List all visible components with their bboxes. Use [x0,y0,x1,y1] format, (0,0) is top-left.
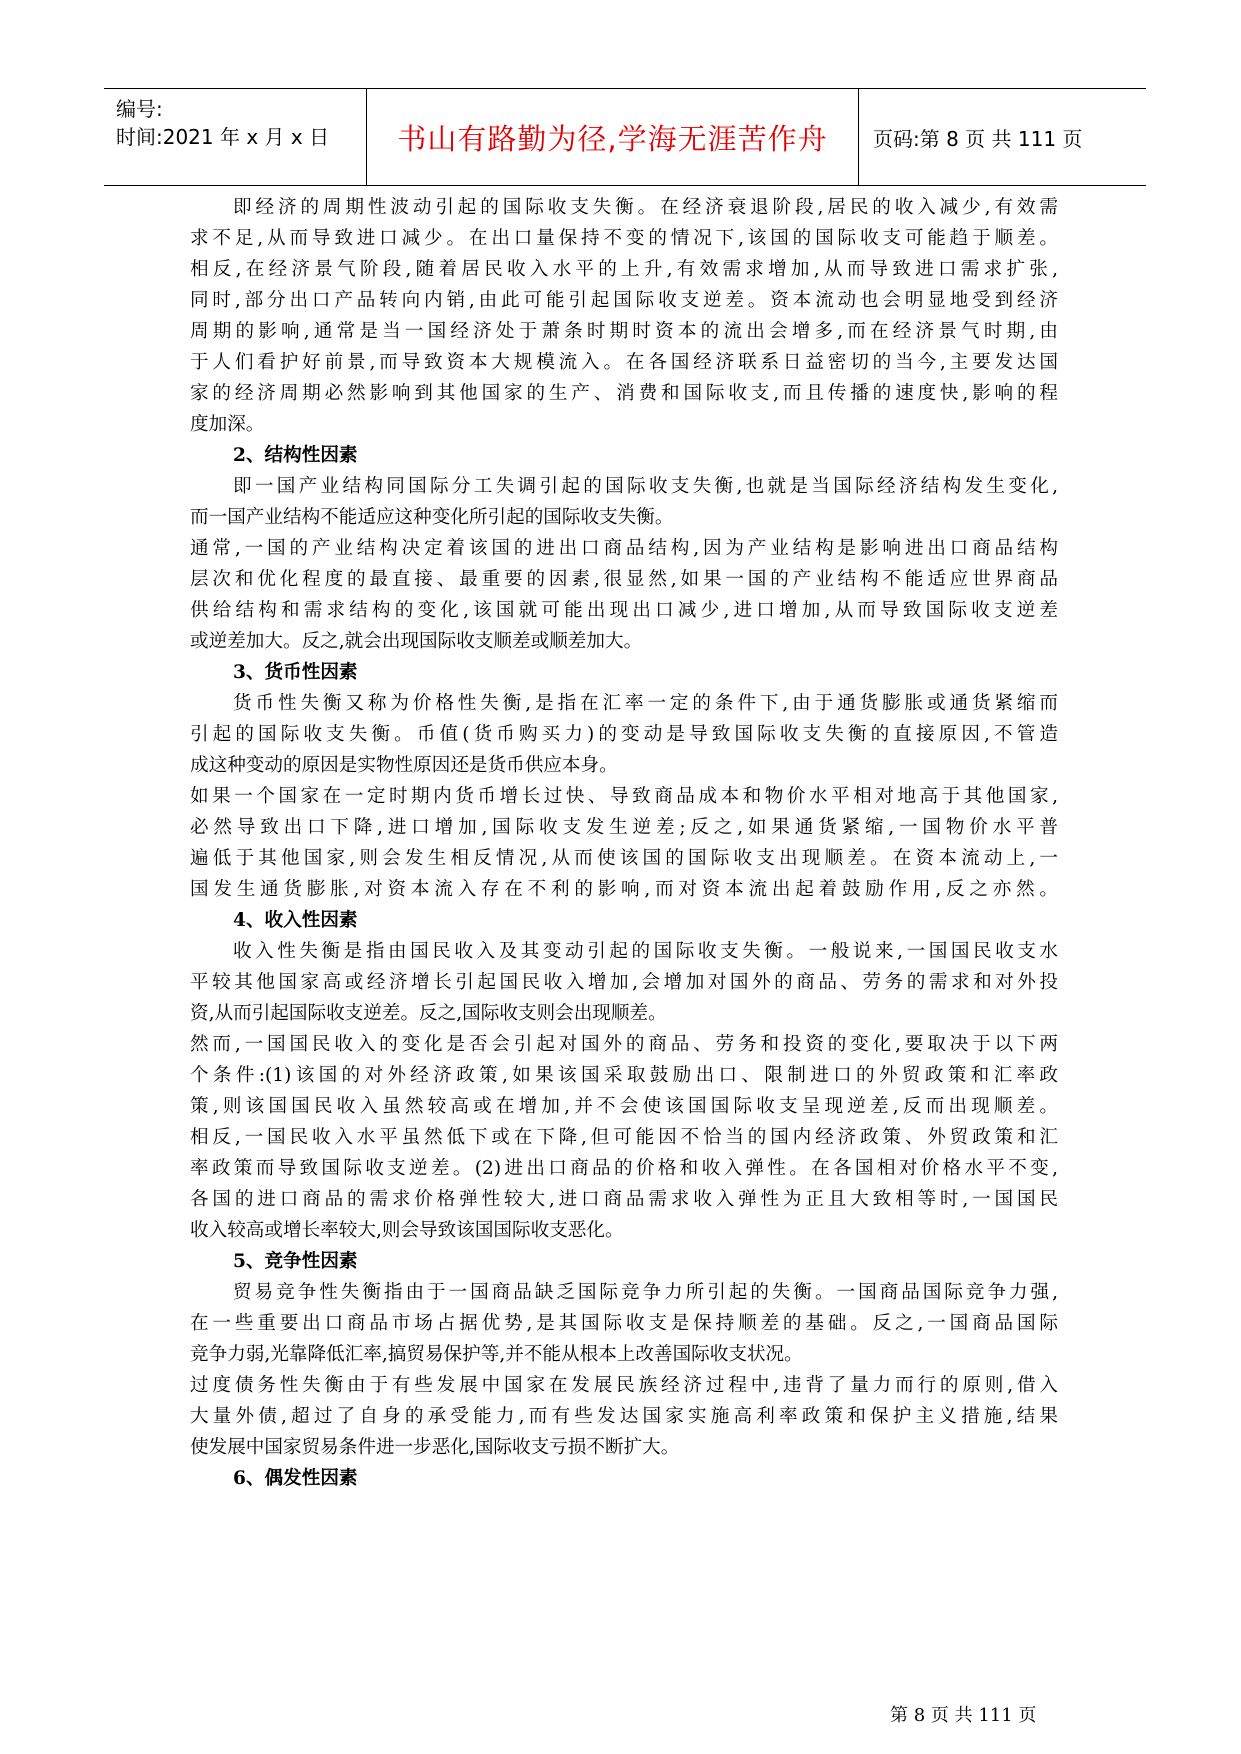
header-motto-cell [366,89,859,185]
body-line: 平较其他国家高或经济增长引起国民收入增加,会增加对国外的商品、劳务的需求和对外投 [190,972,1058,993]
document-number-label: 编号: [116,97,163,121]
body-line: 策,则该国国民收入虽然较高或在增加,并不会使该国国际收支呈现逆差,反而出现顺差。 [190,1096,1058,1117]
body-line: 在一些重要出口商品市场占据优势,是其国际收支是保持顺差的基础。反之,一国商品国际 [190,1313,1058,1334]
page-footer: 第 8 页 共 111 页 [890,1705,1037,1726]
body-line: 使发展中国家贸易条件进一步恶化,国际收支亏损不断扩大。 [190,1437,680,1458]
section-heading: 3、货币性因素 [233,662,358,683]
body-line: 引起的国际收支失衡。币值(货币购买力)的变动是导致国际收支失衡的直接原因,不管造 [190,724,1058,745]
body-line: 贸易竞争性失衡指由于一国商品缺乏国际竞争力所引起的失衡。一国商品国际竞争力强, [233,1282,1058,1303]
document-time-label: 时间:2021 年 x 月 x 日 [116,125,330,149]
body-line: 国发生通货膨胀,对资本流入存在不利的影响,而对资本流出起着鼓励作用,反之亦然。 [190,879,1058,900]
body-line: 层次和优化程度的最直接、最重要的因素,很显然,如果一国的产业结构不能适应世界商品 [190,569,1058,590]
body-line: 收入性失衡是指由国民收入及其变动引起的国际收支失衡。一般说来,一国国民收支水 [233,941,1058,962]
body-line: 各国的进口商品的需求价格弹性较大,进口商品需求收入弹性为正且大致相等时,一国国民 [190,1189,1058,1210]
motto-text: 书山有路勤为径,学海无涯苦作舟 [397,121,828,156]
section-heading: 4、收入性因素 [233,910,358,931]
section-heading: 6、偶发性因素 [233,1468,358,1489]
body-line: 即一国产业结构同国际分工失调引起的国际收支失衡,也就是当国际经济结构发生变化, [233,476,1058,497]
section-heading: 5、竞争性因素 [233,1251,358,1272]
document-body [190,192,1058,1494]
body-line: 货币性失衡又称为价格性失衡,是指在汇率一定的条件下,由于通货膨胀或通货紧缩而 [233,693,1058,714]
body-line: 个条件:(1)该国的对外经济政策,如果该国采取鼓励出口、限制进口的外贸政策和汇率政 [190,1065,1058,1086]
body-line: 或逆差加大。反之,就会出现国际收支顺差或顺差加大。 [190,631,643,652]
body-line: 而一国产业结构不能适应这种变化所引起的国际收支失衡。 [190,507,674,528]
body-line: 通常,一国的产业结构决定着该国的进出口商品结构,因为产业结构是影响进出口商品结构 [190,538,1058,559]
body-line: 供给结构和需求结构的变化,该国就可能出现出口减少,进口增加,从而导致国际收支逆差 [190,600,1058,621]
body-line: 成这种变动的原因是实物性原因还是货币供应本身。 [190,755,618,776]
body-line: 于人们看护好前景,而导致资本大规模流入。在各国经济联系日益密切的当今,主要发达国 [190,352,1058,373]
body-line: 度加深。 [190,414,265,435]
body-line: 遍低于其他国家,则会发生相反情况,从而使该国的国际收支出现顺差。在资本流动上,一 [190,848,1058,869]
body-line: 过度债务性失衡由于有些发展中国家在发展民族经济过程中,违背了量力而行的原则,借入 [190,1375,1058,1396]
body-line: 资,从而引起国际收支逆差。反之,国际收支则会出现顺差。 [190,1003,667,1024]
body-line: 相反,一国民收入水平虽然低下或在下降,但可能因不恰当的国内经济政策、外贸政策和汇 [190,1127,1058,1148]
header-page-cell [859,89,1146,185]
header-meta-cell [104,89,366,185]
body-line: 即经济的周期性波动引起的国际收支失衡。在经济衰退阶段,居民的收入减少,有效需 [233,197,1058,218]
body-line: 周期的影响,通常是当一国经济处于萧条时期时资本的流出会增多,而在经济景气时期,由 [190,321,1058,342]
header-page-code: 页码:第 8 页 共 111 页 [873,126,1083,151]
page-header [104,88,1146,186]
section-heading: 2、结构性因素 [233,445,358,466]
body-line: 竞争力弱,光靠降低汇率,搞贸易保护等,并不能从根本上改善国际收支状况。 [190,1344,803,1365]
body-line: 求不足,从而导致进口减少。在出口量保持不变的情况下,该国的国际收支可能趋于顺差。 [190,228,1058,249]
body-line: 收入较高或增长率较大,则会导致该国国际收支恶化。 [190,1220,624,1241]
body-line: 必然导致出口下降,进口增加,国际收支发生逆差;反之,如果通货紧缩,一国物价水平普 [190,817,1058,838]
body-line: 大量外债,超过了自身的承受能力,而有些发达国家实施高利率政策和保护主义措施,结果 [190,1406,1058,1427]
body-line: 率政策而导致国际收支逆差。(2)进出口商品的价格和收入弹性。在各国相对价格水平不变, [190,1158,1058,1179]
body-line: 同时,部分出口产品转向内销,由此可能引起国际收支逆差。资本流动也会明显地受到经济 [190,290,1058,311]
body-line: 如果一个国家在一定时期内货币增长过快、导致商品成本和物价水平相对地高于其他国家, [190,786,1058,807]
body-line: 然而,一国国民收入的变化是否会引起对国外的商品、劳务和投资的变化,要取决于以下两 [190,1034,1058,1055]
body-line: 相反,在经济景气阶段,随着居民收入水平的上升,有效需求增加,从而导致进口需求扩张, [190,259,1058,280]
body-line: 家的经济周期必然影响到其他国家的生产、消费和国际收支,而且传播的速度快,影响的程 [190,383,1058,404]
